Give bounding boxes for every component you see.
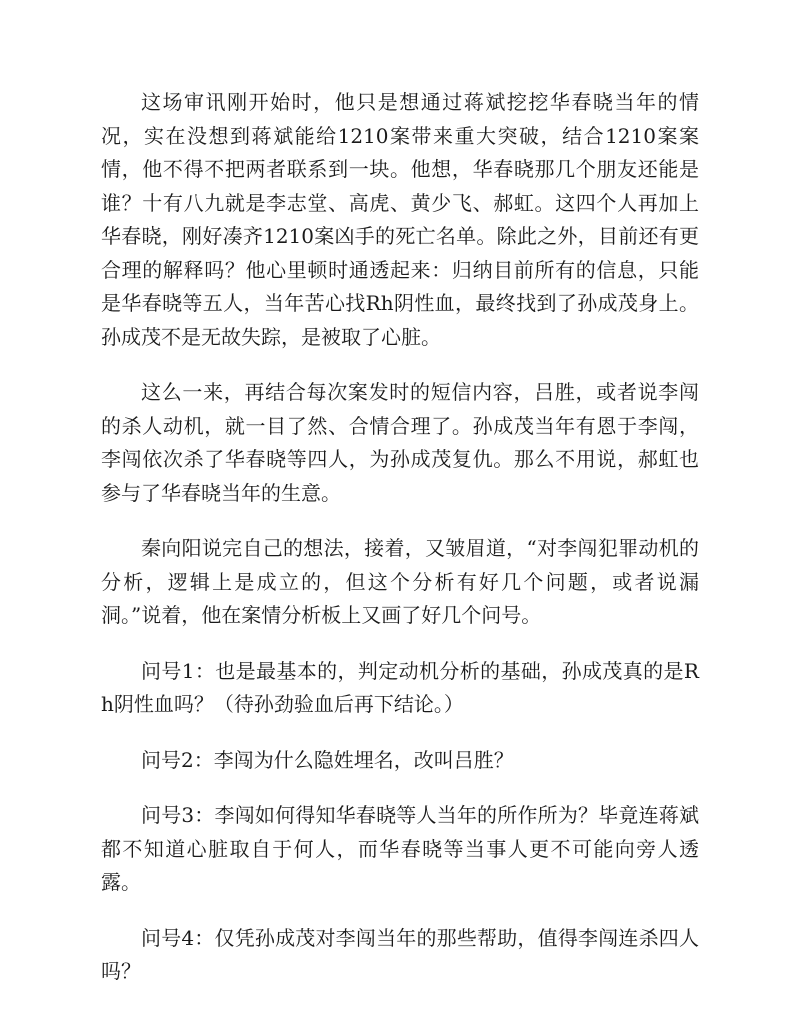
paragraph-analysis: 秦向阳说完自己的想法，接着，又皱眉道，“对李闯犯罪动机的分析，逻辑上是成立的，但这个分析有好几个问题，或者说漏洞。”说着，他在案情分析板上又画了好几个问号。 xyxy=(101,536,699,627)
question-4: 问号4：仅凭孙成茂对李闯当年的那些帮助，值得李闯连杀四人吗？ xyxy=(101,925,699,983)
question-3: 问号3：李闯如何得知华春晓等人当年的所作所为？毕竟连蒋斌都不知道心脏取自于何人，而华春晓等当事人更不可能向旁人透露。 xyxy=(101,803,699,894)
document-page xyxy=(101,86,699,1011)
question-1: 问号1：也是最基本的，判定动机分析的基础，孙成茂真的是Rh阴性血吗？（待孙劲验血后再下结论。） xyxy=(101,658,699,716)
paragraph-intro: 这场审讯刚开始时，他只是想通过蒋斌挖挖华春晓当年的情况，实在没想到蒋斌能给1210案带来重大突破，结合1210案案情，他不得不把两者联系到一块。他想，华春晓那几个朋友还能是谁？十有八九就是李志堂、高虎、黄少飞、郝虹。这四个人再加上华春晓，刚好凑齐1210案凶手的死亡名单。除此之外，目前还有更合理的解释吗？他心里顿时通透起来：归纳目前所有的信息，只能是华春晓等五人，当年苦心找Rh阴性血，最终找到了孙成茂身上。孙成茂不是无故失踪，是被取了心脏。 xyxy=(101,90,699,349)
paragraph-motive: 这么一来，再结合每次案发时的短信内容，吕胜，或者说李闯的杀人动机，就一目了然、合情合理了。孙成茂当年有恩于李闯，李闯依次杀了华春晓等四人，为孙成茂复仇。那么不用说，郝虹也参与了华春晓当年的生意。 xyxy=(101,380,699,505)
question-2: 问号2：李闯为什么隐姓埋名，改叫吕胜？ xyxy=(141,747,514,772)
